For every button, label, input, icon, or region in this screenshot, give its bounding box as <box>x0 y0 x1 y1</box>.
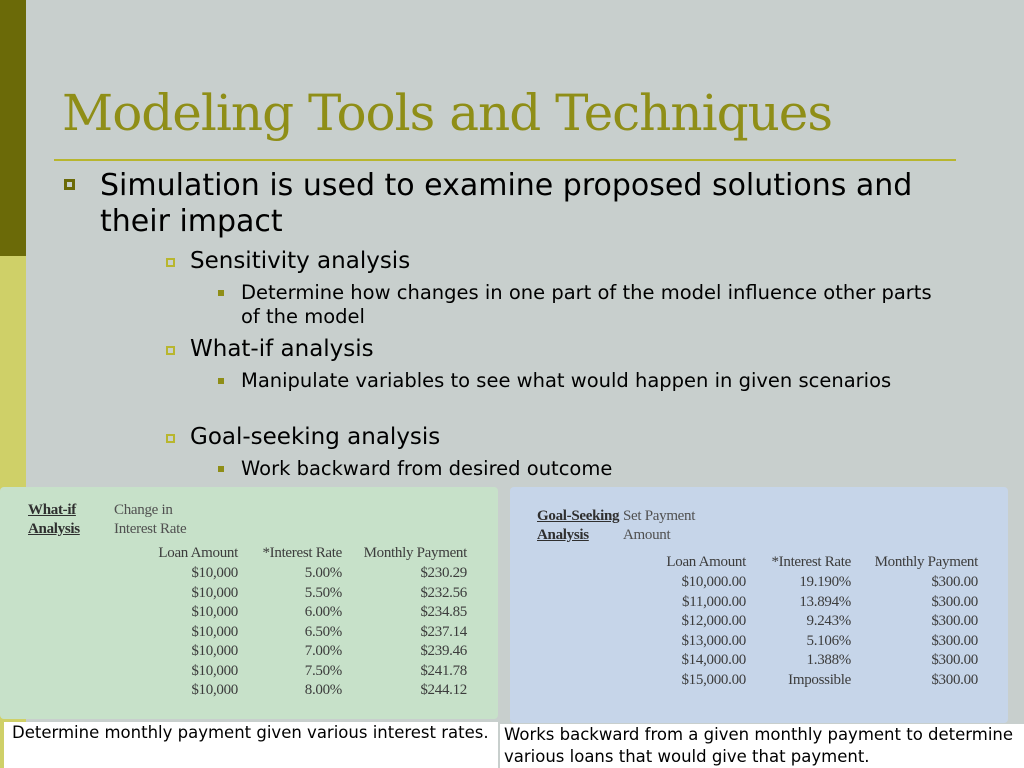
slide-title: Modeling Tools and Techniques <box>62 84 833 142</box>
whatif-cell-loan: $10,000 <box>191 682 238 698</box>
detail-goalseek: Work backward from desired outcome <box>241 457 613 480</box>
whatif-subtitle: Change in Interest Rate <box>114 502 187 537</box>
goalseek-caption: Works backward from a given monthly payment to determine various loans that would give that payment. <box>500 724 1024 768</box>
goalseek-cell-loan: $12,000.00 <box>681 613 746 629</box>
whatif-table-panel <box>0 487 498 719</box>
whatif-cell-loan: $10,000 <box>191 604 238 620</box>
whatif-cell-rate: 6.00% <box>304 604 342 620</box>
goalseek-subtitle: Set Payment Amount <box>623 508 696 543</box>
goalseek-cell-rate: Impossible <box>788 671 851 688</box>
goalseek-cell-loan: $15,000.00 <box>681 671 746 688</box>
title-divider <box>54 159 956 161</box>
whatif-cell-loan: $10,000 <box>191 643 238 659</box>
whatif-header-payment: Monthly Payment <box>363 545 467 561</box>
whatif-cell-loan: $10,000 <box>191 662 238 679</box>
goalseek-cell-payment: $300.00 <box>931 574 978 590</box>
goalseek-cell-loan: $13,000.00 <box>681 632 746 649</box>
whatif-cell-rate: 7.50% <box>304 662 342 679</box>
goalseek-cell-rate: 1.388% <box>806 652 851 668</box>
goalseek-header-payment: Monthly Payment <box>874 554 978 570</box>
square-bullet-icon <box>166 434 175 443</box>
whatif-cell-payment: $232.56 <box>420 584 467 601</box>
goalseek-cell-payment: $300.00 <box>931 671 978 688</box>
square-bullet-icon <box>218 290 224 296</box>
goalseek-cell-loan: $11,000.00 <box>682 593 746 610</box>
whatif-caption: Determine monthly payment given various interest rates. <box>4 722 498 768</box>
whatif-cell-payment: $234.85 <box>420 604 467 620</box>
whatif-cell-rate: 8.00% <box>304 682 342 698</box>
whatif-cell-payment: $230.29 <box>420 565 467 581</box>
square-bullet-icon <box>166 258 175 267</box>
goalseek-cell-loan: $10,000.00 <box>681 574 746 590</box>
goalseek-table-panel <box>510 487 1008 723</box>
whatif-header-loan: Loan Amount <box>158 545 238 561</box>
whatif-cell-payment: $244.12 <box>420 682 467 698</box>
whatif-cell-loan: $10,000 <box>191 623 238 640</box>
bullet-simulation: Simulation is used to examine proposed solutions and their impact <box>100 168 913 239</box>
whatif-header-rate: *Interest Rate <box>262 545 342 561</box>
square-bullet-icon <box>166 346 175 355</box>
accent-bar-dark <box>0 0 26 256</box>
bullet-sensitivity: Sensitivity analysis <box>190 248 411 274</box>
whatif-cell-rate: 6.50% <box>304 623 342 640</box>
whatif-cell-loan: $10,000 <box>191 584 238 601</box>
whatif-cell-loan: $10,000 <box>191 565 238 581</box>
goalseek-cell-loan: $14,000.00 <box>681 652 746 668</box>
detail-sensitivity: Determine how changes in one part of the model influence other parts of the model <box>241 281 932 328</box>
detail-whatif: Manipulate variables to see what would happen in given scenarios <box>241 369 892 392</box>
square-bullet-icon <box>64 179 75 190</box>
goalseek-cell-rate: 5.106% <box>806 632 851 649</box>
goalseek-cell-payment: $300.00 <box>931 652 978 668</box>
whatif-title: What-if Analysis <box>28 502 80 537</box>
whatif-cell-rate: 5.00% <box>304 565 342 581</box>
goalseek-cell-rate: 9.243% <box>806 613 851 629</box>
whatif-cell-payment: $237.14 <box>420 623 467 640</box>
goalseek-cell-rate: 13.894% <box>799 593 851 610</box>
goalseek-cell-rate: 19.190% <box>799 574 851 590</box>
bullet-goalseek: Goal-seeking analysis <box>190 424 441 450</box>
goalseek-header-loan: Loan Amount <box>666 554 746 570</box>
goalseek-cell-payment: $300.00 <box>931 613 978 629</box>
whatif-cell-payment: $241.78 <box>420 662 467 679</box>
whatif-cell-rate: 7.00% <box>304 643 342 659</box>
whatif-cell-payment: $239.46 <box>420 643 467 659</box>
square-bullet-icon <box>218 466 224 472</box>
goalseek-cell-payment: $300.00 <box>931 593 978 610</box>
goalseek-title: Goal-Seeking Analysis <box>537 508 620 543</box>
whatif-cell-rate: 5.50% <box>304 584 342 601</box>
bullet-whatif: What-if analysis <box>190 336 374 362</box>
goalseek-header-rate: *Interest Rate <box>771 554 851 570</box>
square-bullet-icon <box>218 378 224 384</box>
goalseek-cell-payment: $300.00 <box>931 632 978 649</box>
